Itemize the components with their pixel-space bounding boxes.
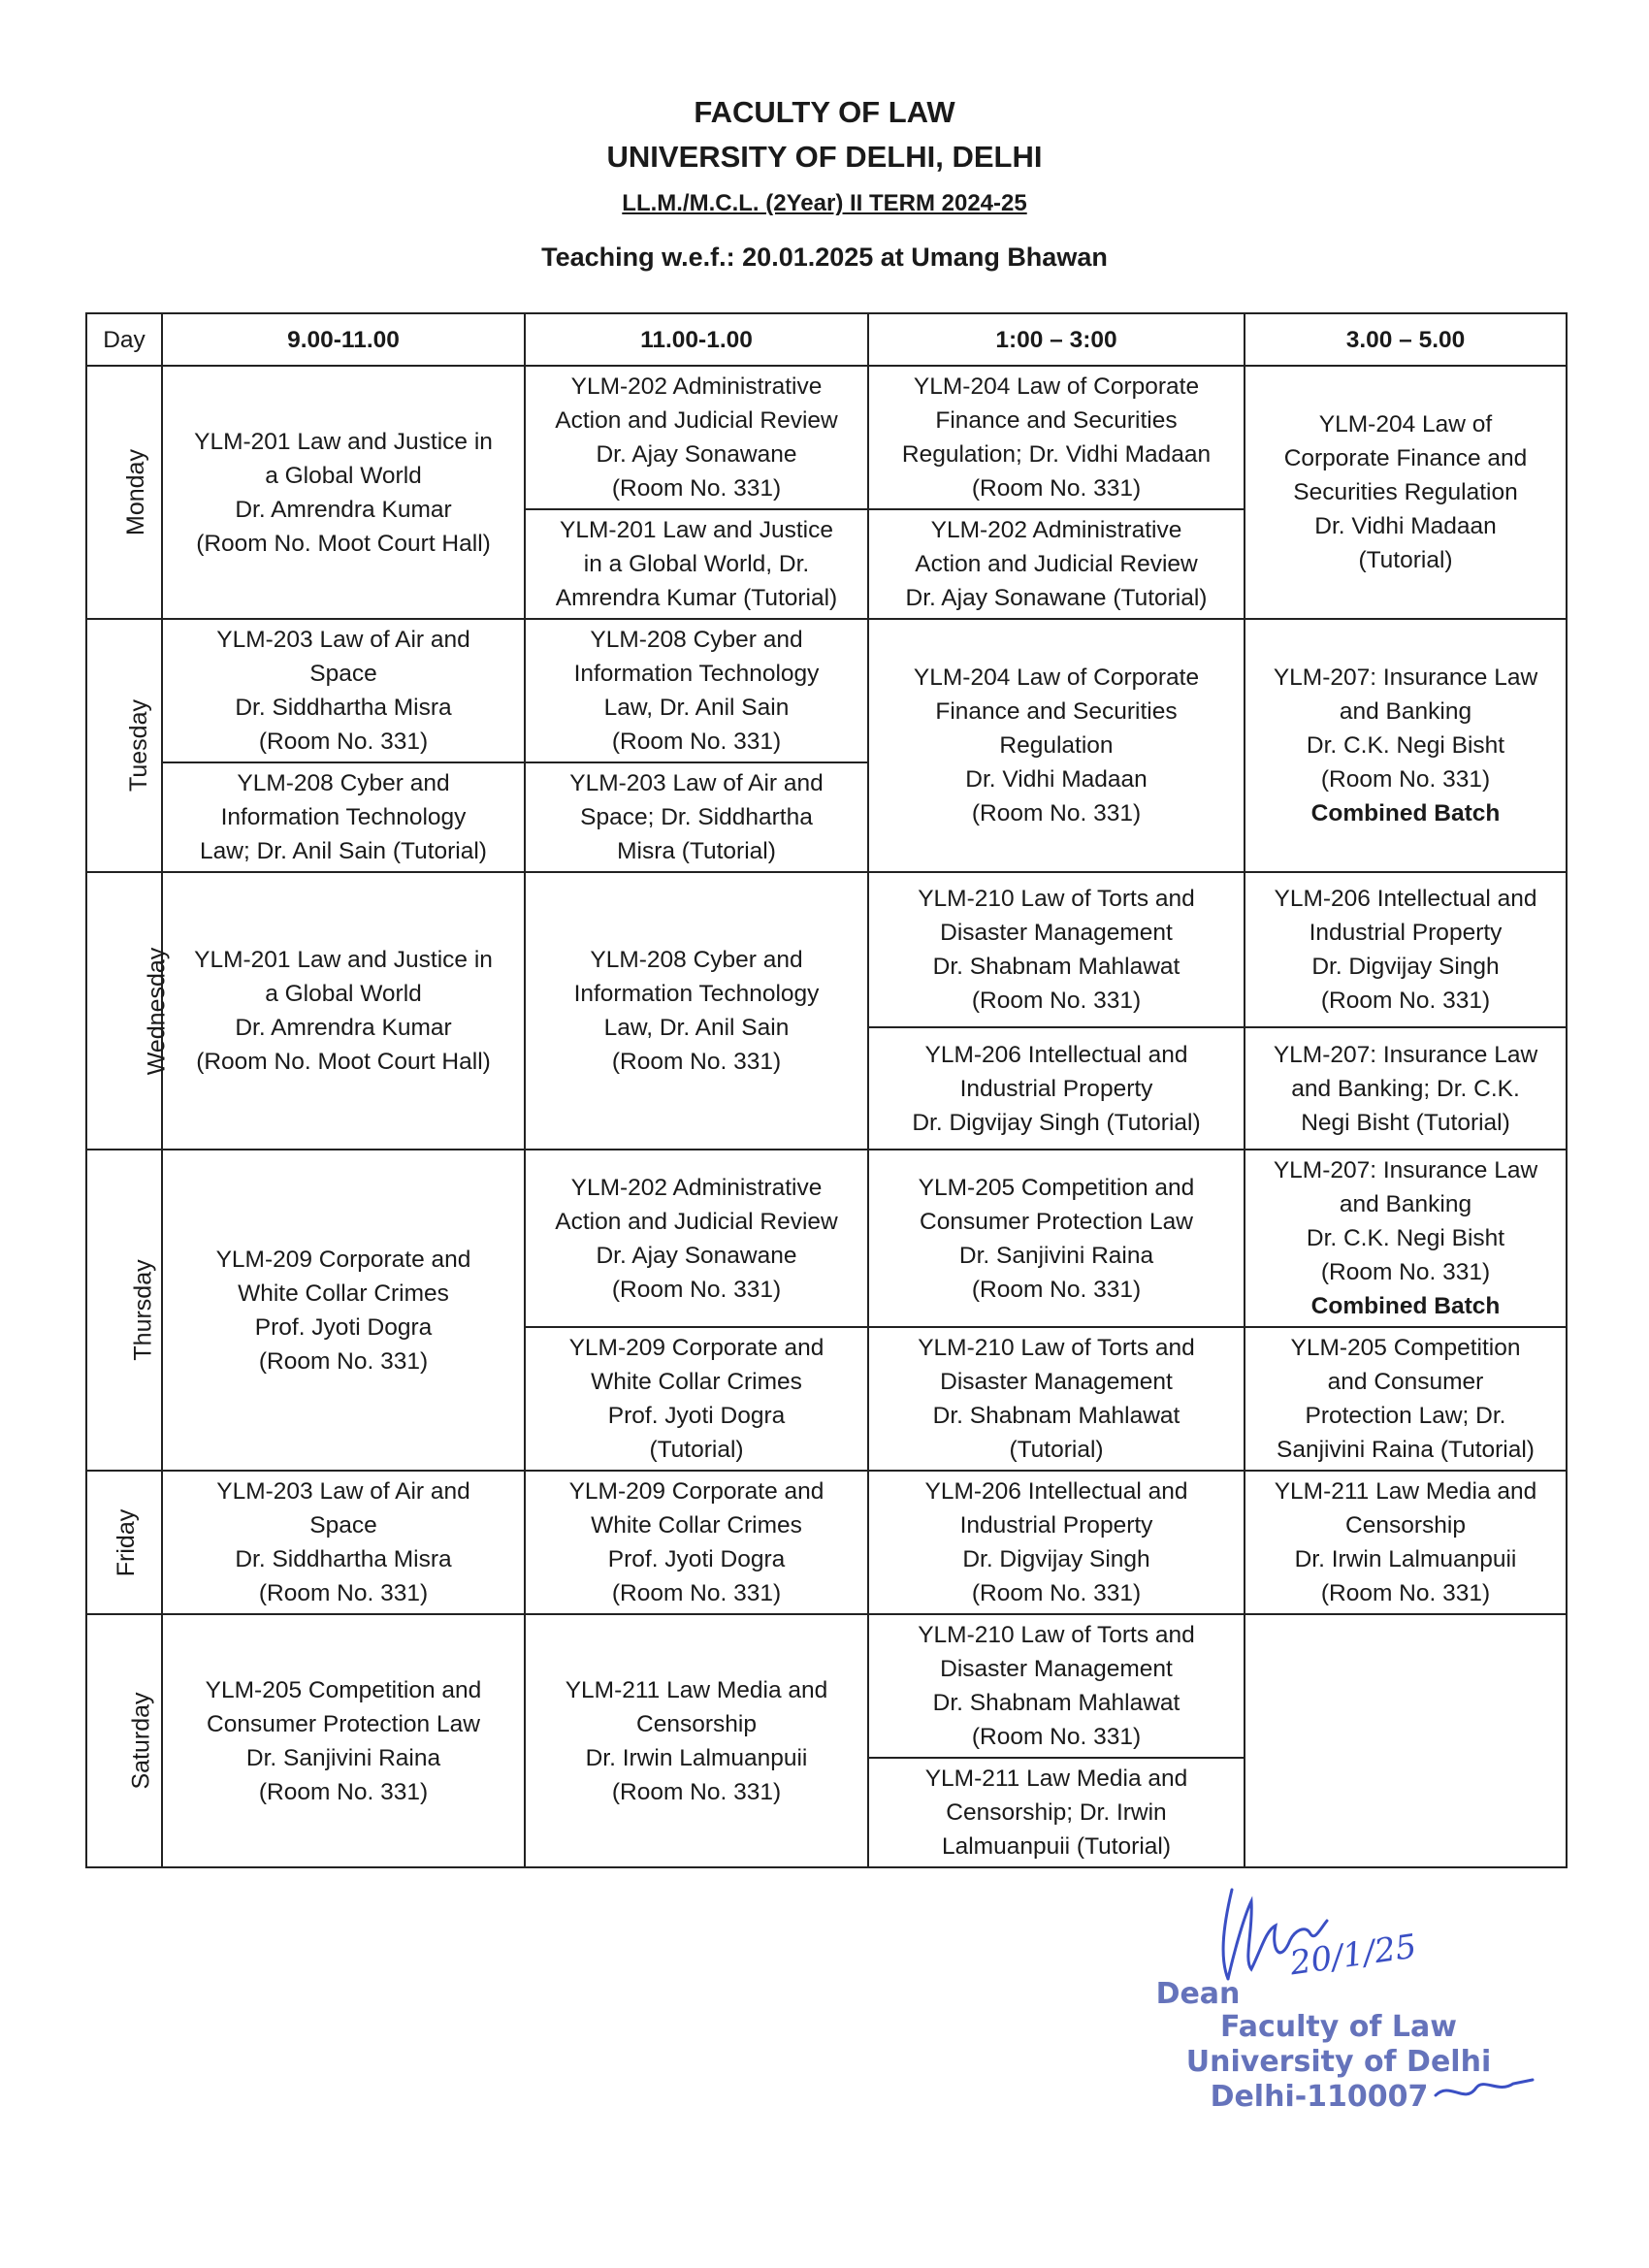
class-cell: [1245, 1327, 1567, 1471]
class-cell: [525, 1471, 868, 1614]
col-header-slot-2: 11.00-1.00: [525, 313, 868, 366]
cell-line: Protection Law; Dr.: [1305, 1403, 1506, 1429]
cell-line: (Room No. 331): [971, 1724, 1142, 1750]
cell-line: and Banking; Dr. C.K.: [1291, 1075, 1520, 1102]
cell-line: Dr. Digvijay Singh: [1311, 954, 1500, 980]
class-cell: [525, 1614, 868, 1867]
cell-line: (Room No. 331): [611, 1049, 782, 1075]
cell-line: White Collar Crimes: [591, 1369, 802, 1395]
class-cell: [1245, 872, 1567, 1027]
cell-line: Consumer Protection Law: [920, 1208, 1193, 1235]
row-tuesday: [86, 619, 1567, 762]
stamp-dean: Dean: [1155, 1977, 1241, 2011]
cell-line: YLM-207: Insurance Law: [1273, 664, 1538, 691]
day-monday: [86, 366, 162, 619]
cell-line: Negi Bisht (Tutorial): [1301, 1109, 1510, 1136]
cell-line: Industrial Property: [959, 1075, 1153, 1102]
cell-line: a Global World: [265, 981, 422, 1007]
stamp-university: University of Delhi: [1185, 2045, 1492, 2079]
cell-line: Prof. Jyoti Dogra: [607, 1546, 786, 1572]
cell-line: Dr. Amrendra Kumar: [235, 1015, 452, 1041]
col-header-slot-1: 9.00-11.00: [162, 313, 525, 366]
cell-line: Consumer Protection Law: [207, 1710, 480, 1737]
cell-line: Dr. Ajay Sonawane: [596, 1242, 797, 1269]
class-cell: [1245, 1150, 1567, 1327]
cell-line: Dr. Vidhi Madaan: [1314, 513, 1497, 539]
cell-line: Sanjivini Raina (Tutorial): [1277, 1437, 1535, 1463]
cell-line: White Collar Crimes: [238, 1280, 449, 1307]
cell-line: Information Technology: [220, 804, 467, 830]
cell-line: (Room No. 331): [1320, 988, 1491, 1014]
timetable: [85, 312, 1568, 1868]
cell-line: (Room No. 331): [611, 729, 782, 755]
cell-line: and Banking: [1339, 698, 1472, 725]
cell-line: Prof. Jyoti Dogra: [254, 1313, 433, 1341]
signature-date: 20/1/25: [1287, 1927, 1419, 1984]
cell-line: Space: [309, 661, 377, 687]
cell-line: Information Technology: [573, 661, 820, 687]
class-cell: [1245, 366, 1567, 619]
cell-line: Dr. Shabnam Mahlawat: [932, 954, 1180, 980]
cell-line: Corporate Finance and: [1283, 445, 1528, 471]
cell-line: YLM-202 Administrative: [570, 1174, 823, 1201]
cell-line: YLM-202 Administrative: [570, 373, 823, 400]
cell-line: Dr. Siddhartha Misra: [235, 695, 452, 721]
combined-batch-note: Combined Batch: [1310, 800, 1501, 826]
cell-line: Dr. Sanjivini Raina: [958, 1242, 1154, 1269]
cell-line: Dr. Vidhi Madaan: [965, 766, 1148, 793]
row-wednesday: [86, 872, 1567, 1027]
cell-line: (Room No. 331): [258, 1778, 429, 1805]
class-cell: [162, 366, 525, 619]
cell-line: Disaster Management: [940, 1656, 1173, 1682]
class-cell: [868, 1758, 1245, 1867]
col-header-day: Day: [86, 313, 162, 366]
class-cell: [868, 1327, 1245, 1471]
cell-line: YLM-207: Insurance Law: [1273, 1041, 1538, 1068]
cell-line: Action and Judicial Review: [915, 551, 1198, 577]
cell-line: (Tutorial): [649, 1437, 744, 1463]
timetable-header-row: [86, 313, 1567, 366]
day-saturday: [86, 1614, 162, 1867]
cell-line: Industrial Property: [1309, 920, 1503, 946]
class-cell: [868, 366, 1245, 509]
cell-line: YLM-201 Law and Justice in: [194, 947, 493, 973]
cell-line: Lalmuanpuii (Tutorial): [941, 1833, 1172, 1860]
cell-line: YLM-208 Cyber and: [590, 947, 803, 973]
cell-line: Dr. Siddhartha Misra: [235, 1546, 452, 1572]
cell-line: YLM-210 Law of Torts and: [918, 886, 1195, 912]
cell-line: (Room No. 331): [971, 1276, 1142, 1303]
cell-line: Space; Dr. Siddhartha: [580, 804, 813, 830]
cell-line: Industrial Property: [959, 1512, 1153, 1539]
cell-line: YLM-211 Law Media and: [1274, 1478, 1537, 1505]
day-label: Friday: [113, 1508, 141, 1576]
cell-line: (Tutorial): [1009, 1437, 1104, 1463]
cell-line: Dr. Ajay Sonawane (Tutorial): [905, 585, 1208, 611]
cell-line: (Room No. 331): [1320, 1580, 1491, 1606]
cell-line: YLM-211 Law Media and: [924, 1766, 1188, 1792]
day-label: Thursday: [129, 1259, 157, 1361]
cell-line: Amrendra Kumar (Tutorial): [555, 585, 838, 611]
cell-line: (Room No. Moot Court Hall): [196, 530, 491, 557]
cell-line: Dr. Sanjivini Raina: [245, 1744, 441, 1771]
stamp-address: Delhi-110007: [1210, 2080, 1429, 2114]
cell-line: in a Global World, Dr.: [583, 551, 810, 577]
cell-line: (Room No. 331): [611, 1580, 782, 1606]
cell-line: Regulation; Dr. Vidhi Madaan: [901, 441, 1212, 468]
cell-line: YLM-206 Intellectual and: [1274, 886, 1537, 912]
day-label: Tuesday: [124, 699, 152, 792]
row-thursday: [86, 1150, 1567, 1327]
cell-line: Dr. Digvijay Singh (Tutorial): [912, 1109, 1201, 1136]
cell-line: and Consumer: [1327, 1369, 1484, 1395]
class-cell: [525, 366, 868, 509]
cell-line: (Room No. 331): [258, 1580, 429, 1606]
class-cell: [868, 872, 1245, 1027]
cell-line: (Room No. 331): [611, 475, 782, 502]
cell-line: Dr. Ajay Sonawane: [596, 441, 797, 468]
class-cell: [868, 619, 1245, 872]
cell-line: YLM-207: Insurance Law: [1273, 1157, 1538, 1183]
row-monday: [86, 366, 1567, 509]
cell-line: YLM-204 Law of Corporate: [913, 373, 1200, 400]
class-cell: [1245, 1471, 1567, 1614]
empty-cell: [1245, 1614, 1567, 1867]
combined-batch-note: Combined Batch: [1310, 1293, 1501, 1319]
cell-line: YLM-209 Corporate and: [215, 1246, 471, 1273]
cell-line: Dr. Irwin Lalmuanpuii: [585, 1744, 808, 1771]
cell-line: YLM-210 Law of Torts and: [918, 1622, 1195, 1648]
cell-line: Disaster Management: [940, 920, 1173, 946]
cell-line: YLM-209 Corporate and: [568, 1478, 824, 1505]
class-cell: [162, 1614, 525, 1867]
cell-line: Dr. Shabnam Mahlawat: [932, 1690, 1180, 1716]
faculty-title: FACULTY OF LAW: [694, 95, 955, 129]
cell-line: Censorship: [1345, 1512, 1466, 1539]
cell-line: Censorship: [636, 1710, 757, 1737]
cell-line: and Banking: [1339, 1191, 1472, 1217]
class-cell: [868, 1150, 1245, 1327]
cell-line: a Global World: [265, 462, 422, 489]
cell-line: YLM-205 Competition and: [205, 1676, 482, 1703]
cell-line: YLM-206 Intellectual and: [924, 1478, 1188, 1505]
cell-line: YLM-203 Law of Air and: [216, 627, 470, 653]
cell-line: Law; Dr. Anil Sain (Tutorial): [200, 838, 487, 864]
class-cell: [1245, 619, 1567, 872]
cell-line: (Room No. 331): [1320, 1259, 1491, 1285]
cell-line: (Room No. 331): [971, 988, 1142, 1014]
day-friday: [86, 1471, 162, 1614]
cell-line: (Room No. 331): [971, 475, 1142, 502]
day-wednesday: [86, 872, 171, 1150]
day-thursday: [86, 1150, 162, 1471]
cell-line: (Room No. 331): [971, 800, 1142, 826]
day-label: Wednesday: [143, 947, 171, 1075]
dean-signature-stamp: [1116, 1872, 1562, 2124]
cell-line: (Room No. 331): [1320, 766, 1491, 793]
cell-line: YLM-211 Law Media and: [565, 1676, 828, 1703]
class-info: [1251, 1153, 1560, 1289]
class-cell: [868, 1614, 1245, 1758]
cell-line: YLM-210 Law of Torts and: [918, 1335, 1195, 1361]
cell-line: Prof. Jyoti Dogra: [607, 1403, 786, 1429]
cell-line: YLM-203 Law of Air and: [216, 1478, 470, 1505]
class-cell: [1245, 1027, 1567, 1150]
cell-line: (Room No. 331): [258, 1347, 429, 1375]
cell-line: YLM-204 Law of: [1318, 411, 1493, 437]
class-cell: [525, 762, 868, 872]
cell-line: YLM-202 Administrative: [930, 517, 1182, 543]
cell-line: YLM-206 Intellectual and: [924, 1041, 1188, 1068]
university-title: UNIVERSITY OF DELHI, DELHI: [606, 140, 1043, 174]
cell-line: YLM-208 Cyber and: [590, 627, 803, 653]
cell-line: Space: [309, 1512, 377, 1539]
row-friday: [86, 1471, 1567, 1614]
cell-line: Law, Dr. Anil Sain: [603, 695, 790, 721]
course-term-title: LL.M./M.C.L. (2Year) II TERM 2024-25: [622, 190, 1027, 216]
class-cell: [868, 1471, 1245, 1614]
cell-line: Dr. Irwin Lalmuanpuii: [1294, 1546, 1517, 1572]
cell-line: Dr. C.K. Negi Bisht: [1306, 732, 1505, 759]
class-cell: [162, 619, 525, 762]
cell-line: Information Technology: [573, 981, 820, 1007]
class-cell: [525, 1150, 868, 1327]
cell-line: Dr. Amrendra Kumar: [235, 496, 452, 523]
class-cell: [525, 1327, 868, 1471]
class-cell: [525, 509, 868, 619]
cell-line: (Room No. 331): [611, 1778, 782, 1805]
cell-line: YLM-203 Law of Air and: [569, 770, 824, 796]
class-cell: [162, 1150, 525, 1471]
cell-line: YLM-201 Law and Justice: [560, 517, 833, 543]
cell-line: Action and Judicial Review: [555, 407, 838, 434]
cell-line: YLM-208 Cyber and: [237, 770, 450, 796]
class-cell: [162, 1471, 525, 1614]
cell-line: (Room No. 331): [971, 1580, 1142, 1606]
class-cell: [525, 872, 868, 1150]
day-tuesday: [86, 619, 162, 872]
cell-line: Misra (Tutorial): [617, 838, 776, 864]
teaching-start-note: Teaching w.e.f.: 20.01.2025 at Umang Bhawan: [541, 243, 1108, 272]
col-header-slot-4: 3.00 – 5.00: [1245, 313, 1567, 366]
cell-line: (Room No. Moot Court Hall): [196, 1049, 491, 1075]
cell-line: Law, Dr. Anil Sain: [603, 1015, 790, 1041]
cell-line: (Room No. 331): [258, 729, 429, 755]
cell-line: Finance and Securities: [935, 698, 1178, 725]
row-saturday: [86, 1614, 1567, 1758]
day-label: Saturday: [127, 1692, 155, 1790]
cell-line: YLM-204 Law of Corporate: [913, 664, 1200, 691]
day-label: Monday: [121, 449, 149, 535]
cell-line: (Tutorial): [1358, 547, 1453, 573]
cell-line: Dr. Shabnam Mahlawat: [932, 1403, 1180, 1429]
cell-line: White Collar Crimes: [591, 1512, 802, 1539]
cell-line: Dr. C.K. Negi Bisht: [1306, 1225, 1505, 1251]
class-cell: [868, 1027, 1245, 1150]
cell-line: YLM-205 Competition: [1290, 1335, 1521, 1361]
cell-line: Regulation: [999, 732, 1114, 759]
stamp-faculty: Faculty of Law: [1220, 2010, 1457, 2044]
class-cell: [162, 872, 525, 1150]
cell-line: YLM-201 Law and Justice in: [194, 428, 493, 455]
class-info: [1251, 661, 1560, 796]
cell-line: Disaster Management: [940, 1369, 1173, 1395]
class-cell: [525, 619, 868, 762]
cell-line: YLM-205 Competition and: [918, 1174, 1195, 1201]
cell-line: Censorship; Dr. Irwin: [946, 1799, 1167, 1826]
cell-line: YLM-209 Corporate and: [568, 1335, 824, 1361]
cell-line: (Room No. 331): [611, 1276, 782, 1303]
class-cell: [162, 762, 525, 872]
cell-line: Action and Judicial Review: [555, 1208, 838, 1235]
cell-line: Finance and Securities: [935, 407, 1178, 434]
col-header-slot-3: 1:00 – 3:00: [868, 313, 1245, 366]
cell-line: Dr. Digvijay Singh: [962, 1546, 1150, 1572]
cell-line: Securities Regulation: [1293, 479, 1518, 505]
class-cell: [868, 509, 1245, 619]
